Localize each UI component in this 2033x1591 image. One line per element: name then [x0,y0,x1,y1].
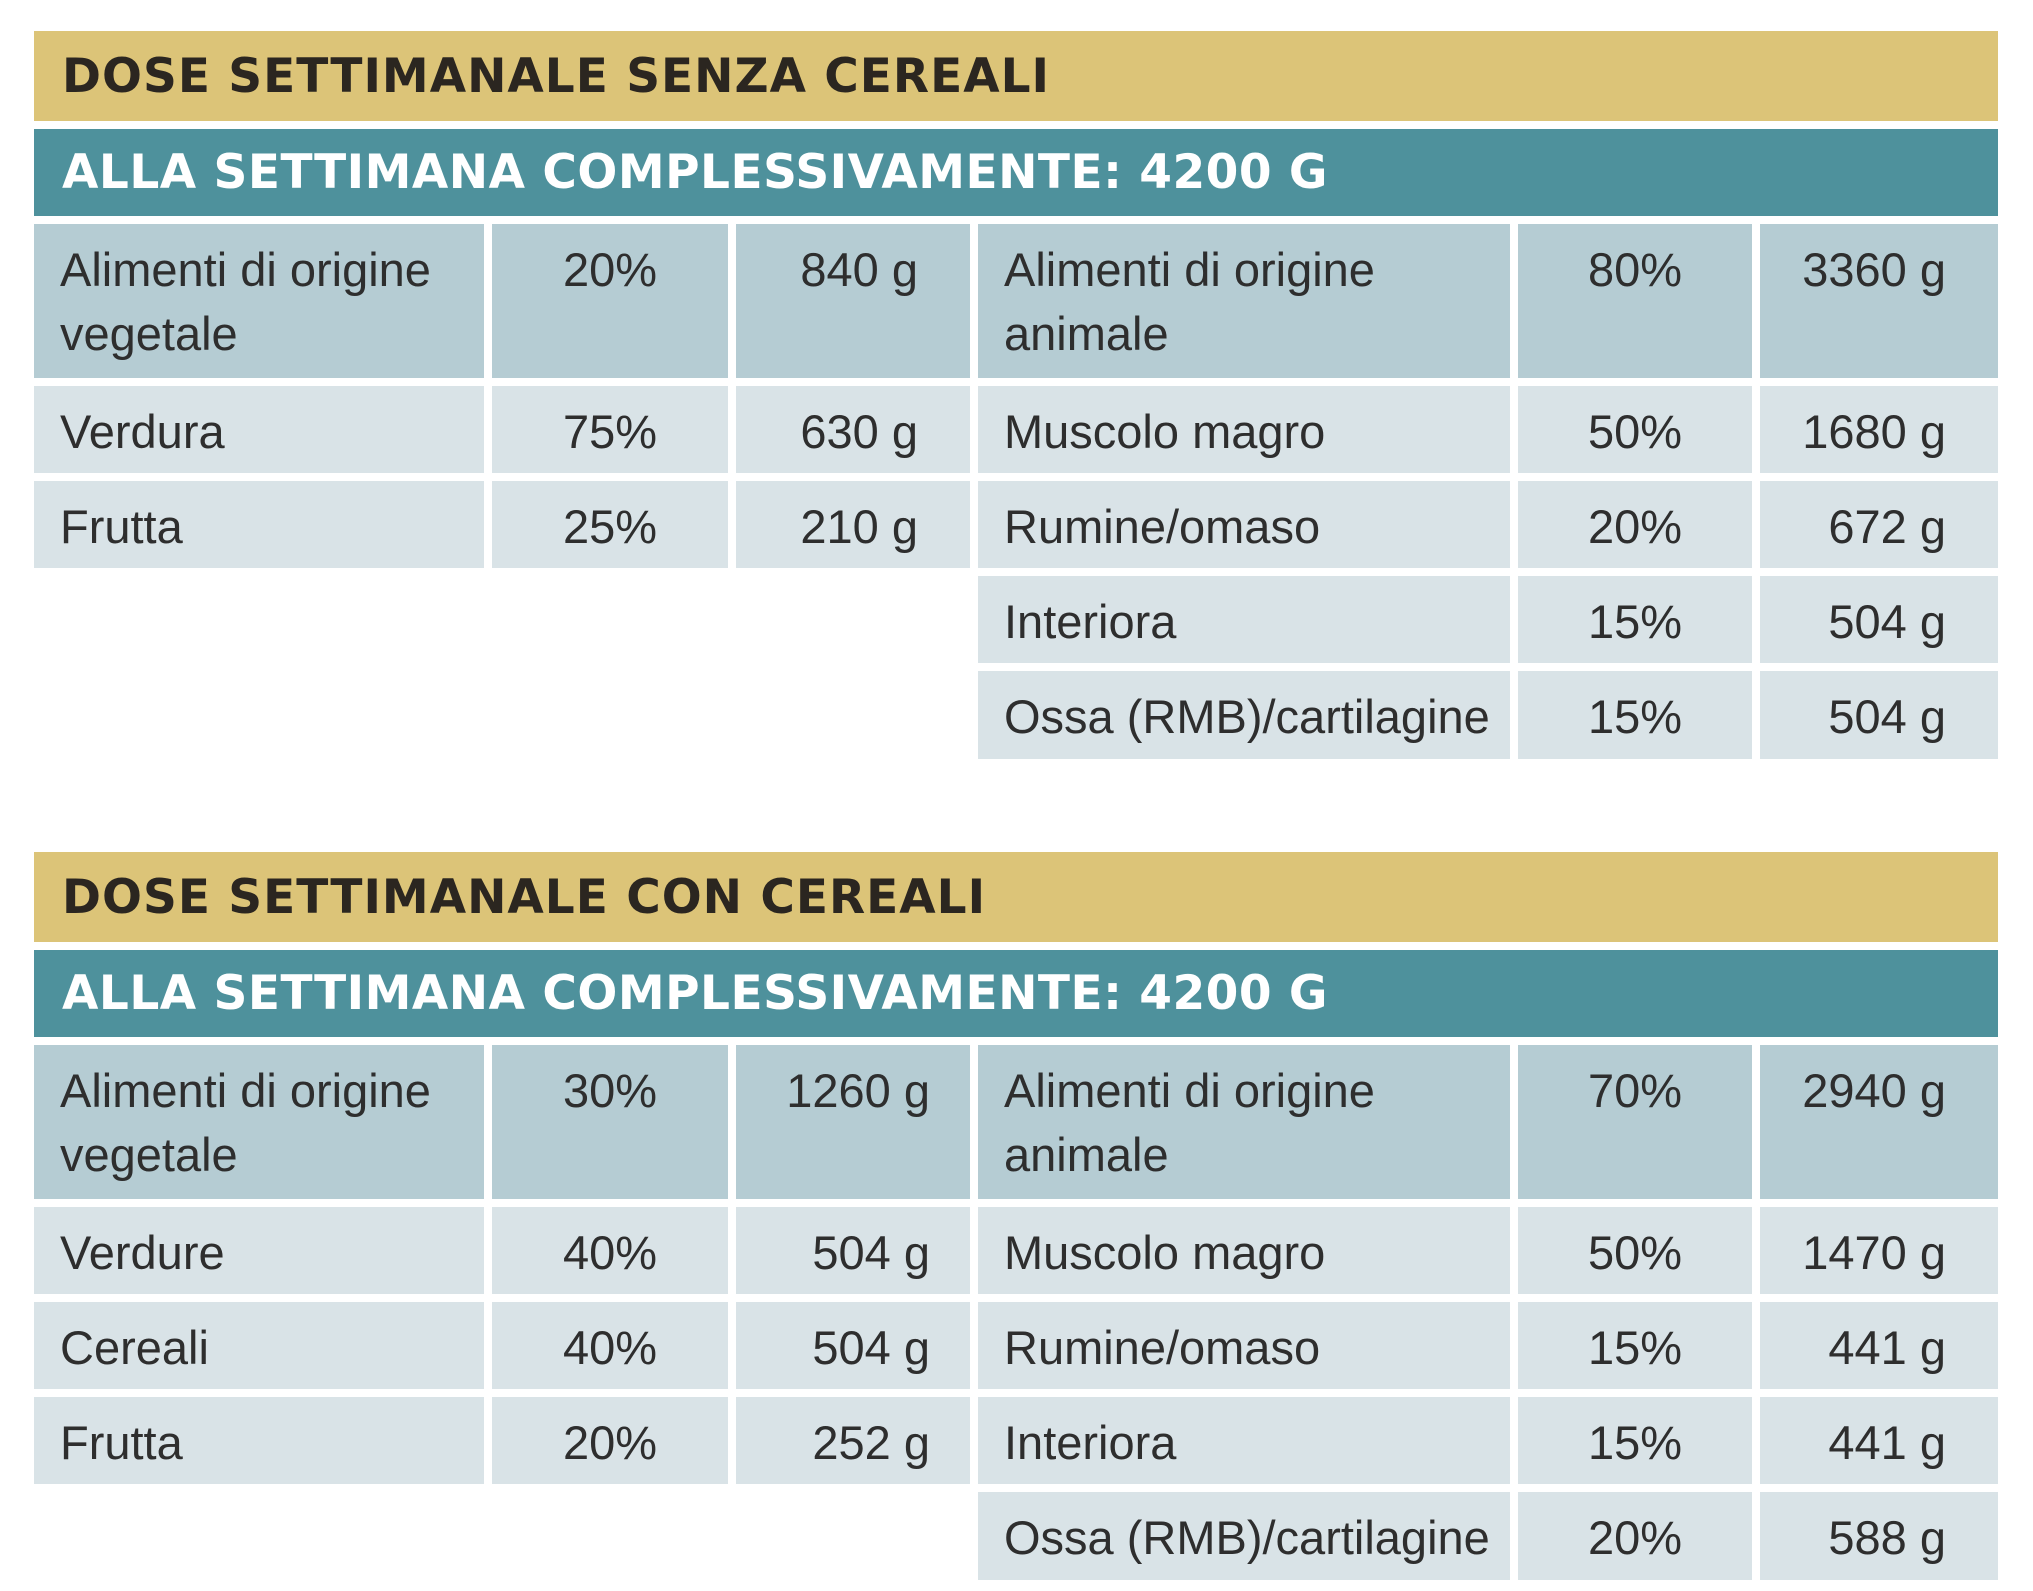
section-title: DOSE SETTIMANALE SENZA CEREALI [34,31,1998,121]
animal-row-percent: 15% [1518,1302,1752,1389]
vegetable-row-grams: 504 g [736,1207,970,1294]
animal-header-percent: 70% [1518,1045,1752,1199]
vegetable-header-label: Alimenti di origine vegetale [34,224,484,378]
animal-header-label: Alimenti di origine animale [978,224,1510,378]
animal-row-percent: 15% [1518,576,1752,663]
animal-row-label: Interiora [978,1397,1510,1484]
vegetable-row-percent: 75% [492,386,728,473]
dose-table [34,1045,1998,1590]
animal-row-percent: 20% [1518,481,1752,568]
vegetable-header-percent: 30% [492,1045,728,1199]
vegetable-row-percent: 40% [492,1302,728,1389]
animal-header-percent: 80% [1518,224,1752,378]
animal-row-percent: 20% [1518,1492,1752,1580]
vegetable-row-grams: 210 g [736,481,970,568]
section-con-cereali [34,852,1998,1590]
animal-row-label: Rumine/omaso [978,481,1510,568]
vegetable-row-label: Frutta [34,481,484,568]
vegetable-header-percent: 20% [492,224,728,378]
animal-row-label: Ossa (RMB)/cartilagine [978,671,1510,759]
vegetable-row-label: Verdura [34,386,484,473]
animal-row-percent: 50% [1518,1207,1752,1294]
animal-row-percent: 15% [1518,671,1752,759]
vegetable-header-grams: 840 g [736,224,970,378]
animal-row-grams: 504 g [1760,671,1998,759]
animal-row-grams: 1680 g [1760,386,1998,473]
animal-row-grams: 672 g [1760,481,1998,568]
vegetable-header-label: Alimenti di origine vegetale [34,1045,484,1199]
animal-row-grams: 441 g [1760,1302,1998,1389]
section-senza-cereali [34,31,1998,774]
animal-row-grams: 441 g [1760,1397,1998,1484]
dose-table [34,224,1998,774]
animal-header-grams: 3360 g [1760,224,1998,378]
animal-header-label: Alimenti di origine animale [978,1045,1510,1199]
animal-row-label: Muscolo magro [978,386,1510,473]
section-title: DOSE SETTIMANALE CON CEREALI [34,852,1998,942]
animal-row-percent: 15% [1518,1397,1752,1484]
animal-header-grams: 2940 g [1760,1045,1998,1199]
animal-row-percent: 50% [1518,386,1752,473]
vegetable-row-grams: 252 g [736,1397,970,1484]
vegetable-row-label: Frutta [34,1397,484,1484]
weekly-total: ALLA SETTIMANA COMPLESSIVAMENTE: 4200 G [34,950,1998,1037]
vegetable-row-label: Cereali [34,1302,484,1389]
animal-row-label: Muscolo magro [978,1207,1510,1294]
vegetable-row-label: Verdure [34,1207,484,1294]
vegetable-row-percent: 40% [492,1207,728,1294]
vegetable-row-grams: 630 g [736,386,970,473]
animal-row-grams: 1470 g [1760,1207,1998,1294]
weekly-total: ALLA SETTIMANA COMPLESSIVAMENTE: 4200 G [34,129,1998,216]
animal-row-grams: 504 g [1760,576,1998,663]
animal-row-label: Interiora [978,576,1510,663]
vegetable-row-percent: 25% [492,481,728,568]
animal-row-grams: 588 g [1760,1492,1998,1580]
animal-row-label: Rumine/omaso [978,1302,1510,1389]
vegetable-row-grams: 504 g [736,1302,970,1389]
animal-row-label: Ossa (RMB)/cartilagine [978,1492,1510,1580]
vegetable-header-grams: 1260 g [736,1045,970,1199]
vegetable-row-percent: 20% [492,1397,728,1484]
